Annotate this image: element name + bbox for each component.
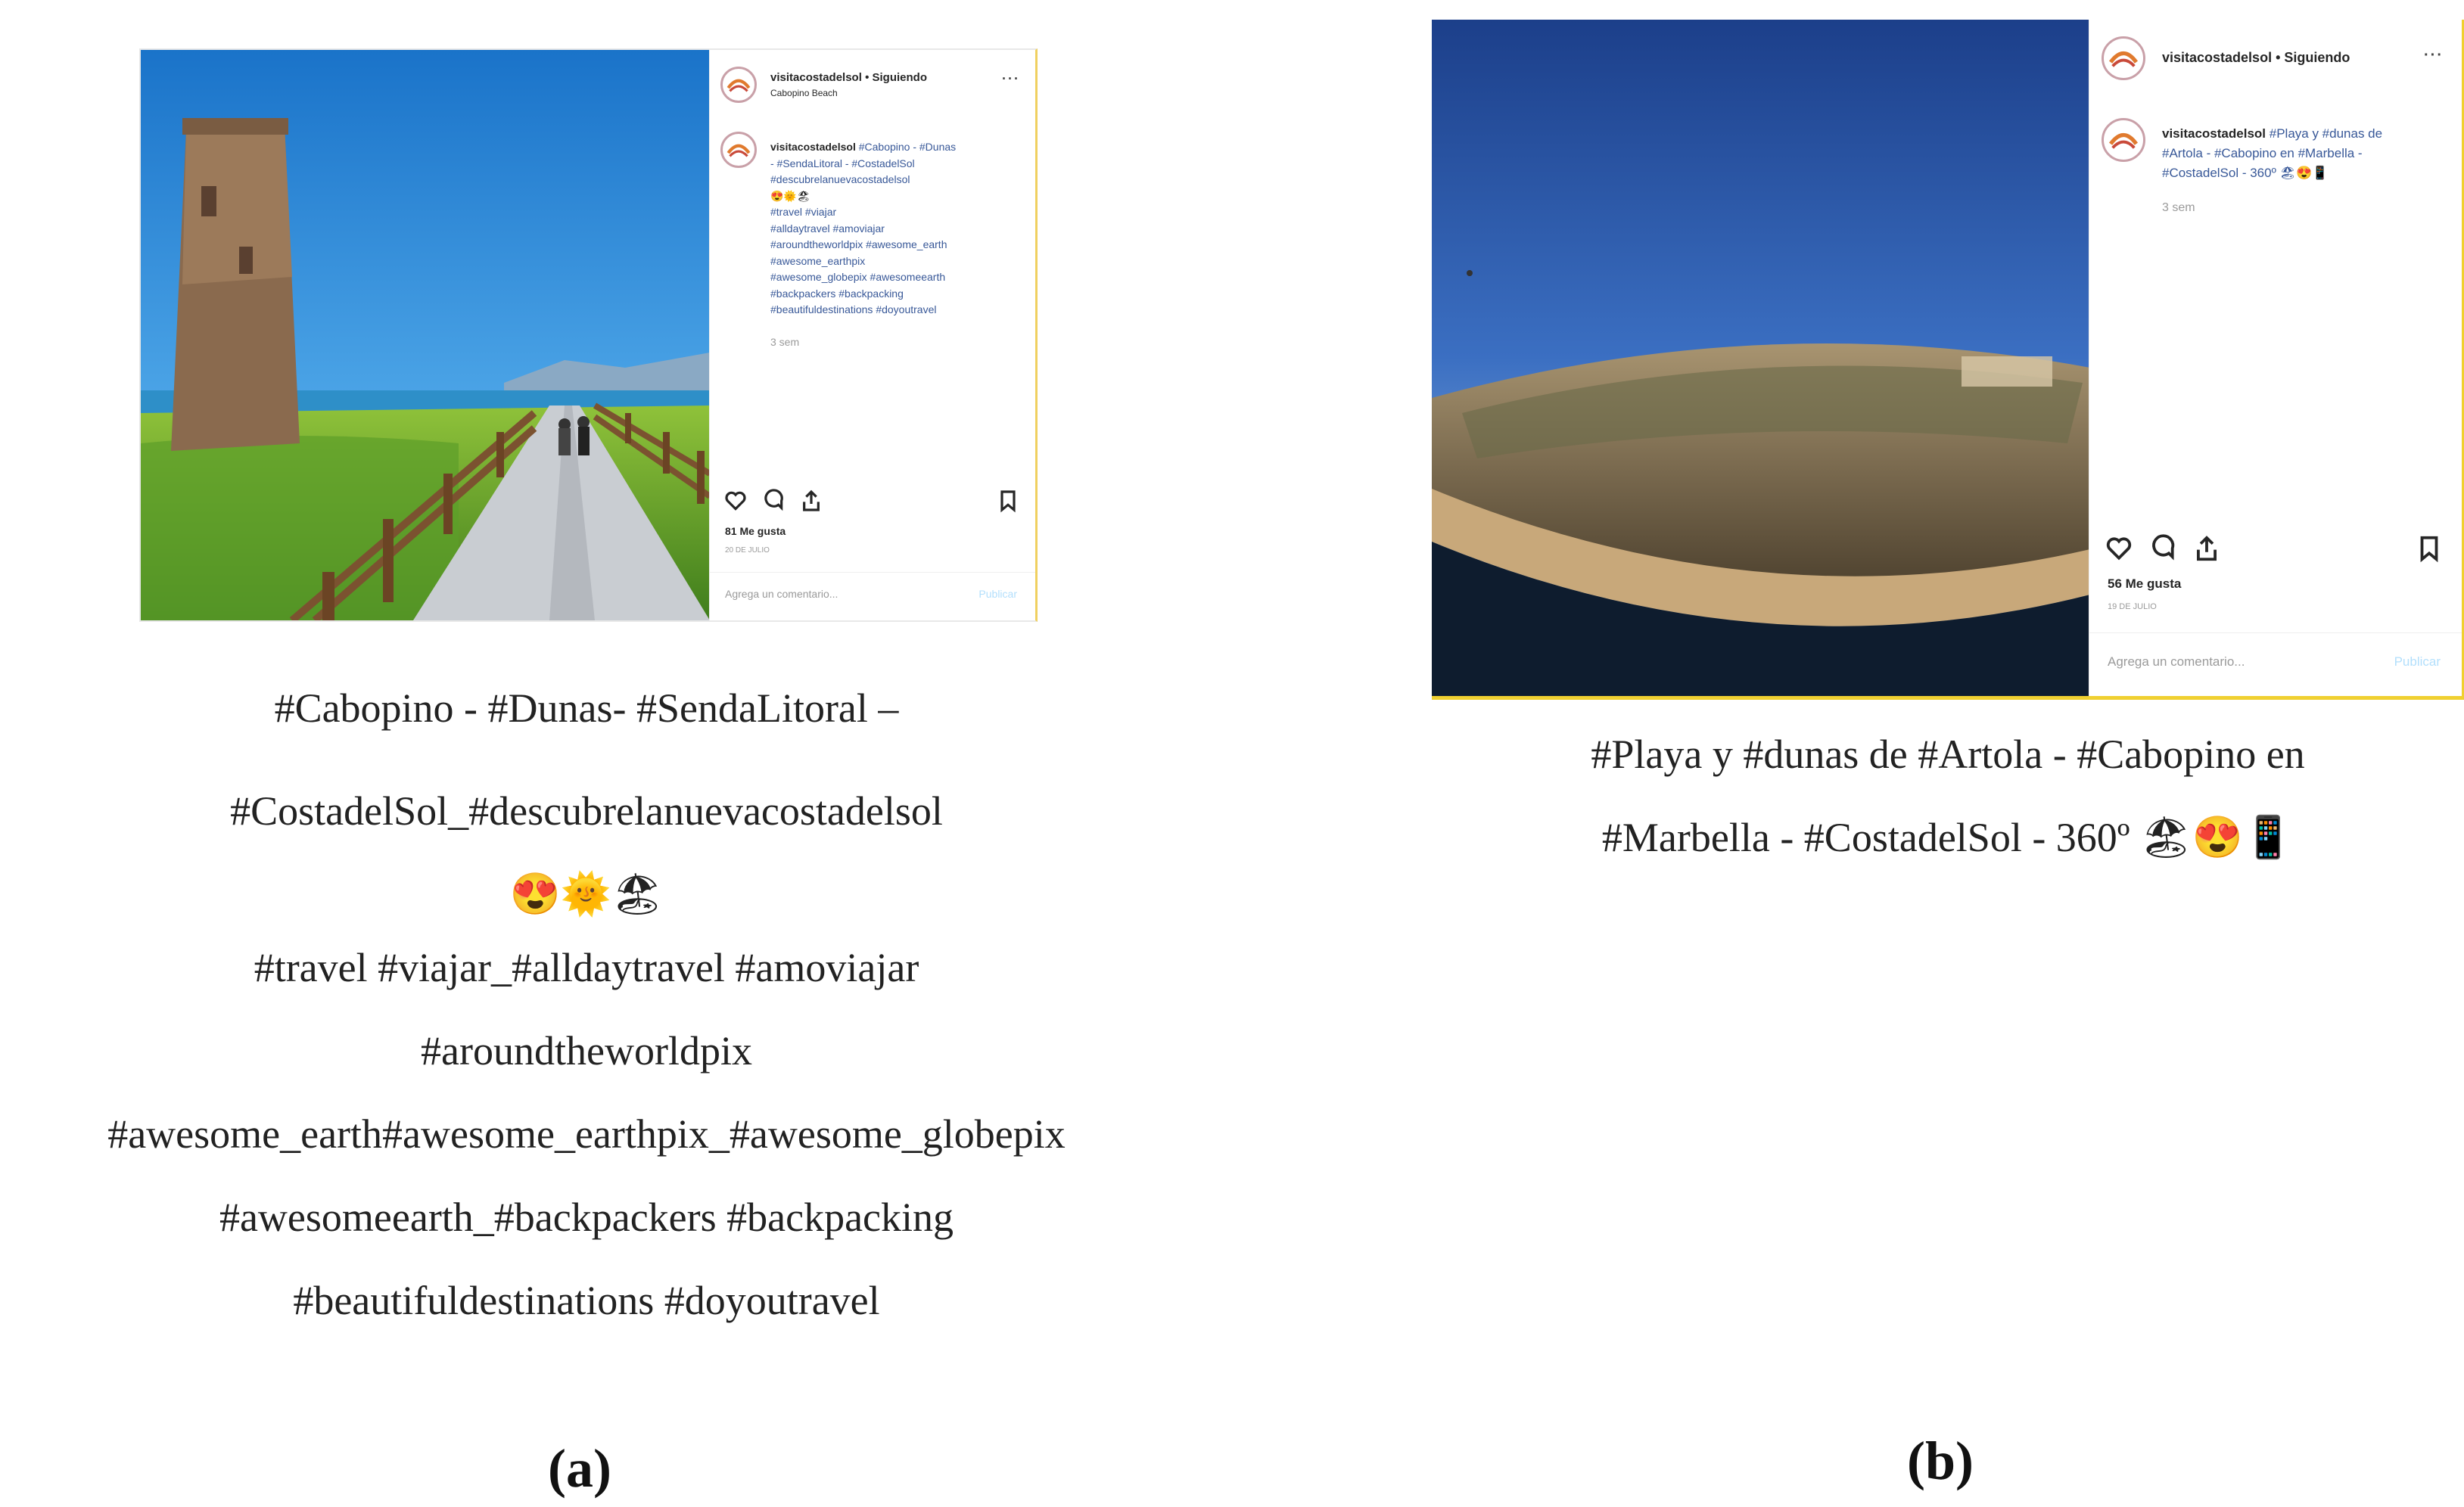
profile-avatar[interactable] — [720, 67, 757, 103]
heart-icon[interactable] — [723, 489, 748, 513]
logo-icon — [723, 69, 754, 101]
username-link[interactable]: visitacostadelsol — [2162, 50, 2273, 65]
caption-avatar[interactable] — [2102, 118, 2145, 162]
comment-bar — [710, 572, 1035, 621]
caption-username[interactable]: visitacostadelsol — [2162, 126, 2266, 141]
comment-input[interactable]: Agrega un comentario... — [725, 588, 838, 600]
caption-a — [0, 657, 1173, 1342]
caption-a-line: #Cabopino - #Dunas- #SendaLitoral – — [274, 685, 899, 731]
caption-username[interactable]: visitacostadelsol — [770, 141, 856, 153]
post-caption — [2162, 124, 2450, 183]
caption-a-line: #travel #viajar_#alldaytravel #amoviajar — [254, 945, 919, 990]
caption-emoji: 😍🌞🏖 — [770, 189, 810, 202]
caption-avatar[interactable] — [720, 132, 757, 168]
follow-status[interactable]: • Siguiendo — [2276, 50, 2350, 65]
caption-line: #Playa y #dunas de — [2269, 126, 2383, 141]
post-a-sidebar — [709, 50, 1035, 620]
time-ago: 3 sem — [2162, 201, 2195, 214]
caption-line: #backpackers #backpacking — [770, 287, 904, 300]
tower-boardwalk-image — [141, 50, 710, 620]
share-icon[interactable] — [2192, 534, 2221, 563]
likes-count[interactable]: 56 Me gusta — [2108, 576, 2182, 591]
caption-a-line: #CostadelSol_#descubrelanuevacostadelsol — [230, 788, 943, 834]
time-ago: 3 sem — [770, 336, 800, 348]
logo-icon — [723, 134, 754, 166]
caption-line: #CostadelSol - 360º 🏖😍📱 — [2162, 166, 2329, 180]
caption-line: #awesome_earthpix — [770, 254, 866, 267]
heart-icon[interactable] — [2105, 534, 2133, 563]
caption-b — [1432, 713, 2464, 879]
comment-icon[interactable] — [761, 489, 786, 513]
post-caption — [770, 139, 1020, 318]
share-icon[interactable] — [799, 489, 823, 513]
caption-a-line: #aroundtheworldpix — [421, 1028, 752, 1074]
comment-bar — [2089, 632, 2462, 697]
post-header-text — [2162, 50, 2350, 66]
post-date: 19 DE JULIO — [2108, 602, 2157, 611]
instagram-post-b — [1432, 20, 2464, 700]
publish-button[interactable]: Publicar — [978, 588, 1017, 600]
caption-line: #Artola - #Cabopino en #Marbella - — [2162, 146, 2363, 160]
caption-line: - #SendaLitoral - #CostadelSol — [770, 157, 915, 169]
comment-input[interactable]: Agrega un comentario... — [2108, 654, 2245, 669]
panoramic-beach-image — [1432, 20, 2090, 696]
caption-line: #alldaytravel #amoviajar — [770, 222, 885, 235]
post-a-photo[interactable] — [141, 50, 710, 620]
label-b: (b) — [1907, 1431, 1974, 1491]
caption-a-line: #beautifuldestinations #doyoutravel — [293, 1278, 880, 1323]
post-b-photo[interactable] — [1432, 20, 2090, 696]
comment-icon[interactable] — [2148, 534, 2177, 563]
caption-b-line: #Playa y #dunas de #Artola - #Cabopino en — [1591, 732, 2305, 777]
caption-line: #descubrelanuevacostadelsol — [770, 173, 910, 185]
bookmark-icon[interactable] — [2415, 534, 2444, 563]
caption-a-emoji: 😍🌞🏖 — [509, 872, 664, 917]
caption-a-line: #awesome_earth#awesome_earthpix_#awesome_globepix — [107, 1111, 1066, 1157]
bookmark-icon[interactable] — [996, 489, 1020, 513]
label-a: (a) — [548, 1438, 611, 1499]
likes-count[interactable]: 81 Me gusta — [725, 525, 786, 537]
location-link[interactable]: Cabopino Beach — [770, 88, 838, 98]
logo-icon — [2104, 120, 2143, 160]
caption-line: #beautifuldestinations #doyoutravel — [770, 303, 937, 315]
post-header-text — [770, 71, 927, 84]
post-b-sidebar — [2089, 20, 2464, 696]
caption-a-line: #awesomeearth_#backpackers #backpacking — [219, 1195, 954, 1240]
follow-status[interactable]: • Siguiendo — [865, 71, 927, 84]
instagram-post-a — [139, 48, 1038, 622]
caption-b-line: #Marbella - #CostadelSol - 360º 🏖😍📱 — [1601, 815, 2294, 860]
logo-icon — [2104, 39, 2143, 78]
publish-button[interactable]: Publicar — [2394, 654, 2441, 669]
caption-line: #awesome_globepix #awesomeearth — [770, 271, 946, 283]
more-options-button[interactable]: ··· — [2424, 47, 2444, 64]
username-link[interactable]: visitacostadelsol — [770, 71, 862, 84]
caption-line: #travel #viajar — [770, 206, 837, 218]
post-date: 20 DE JULIO — [725, 546, 770, 555]
more-options-button[interactable]: ··· — [1002, 71, 1020, 86]
profile-avatar[interactable] — [2102, 36, 2145, 80]
caption-line: #Cabopino - #Dunas — [858, 141, 957, 153]
caption-line: #aroundtheworldpix #awesome_earth — [770, 238, 947, 250]
